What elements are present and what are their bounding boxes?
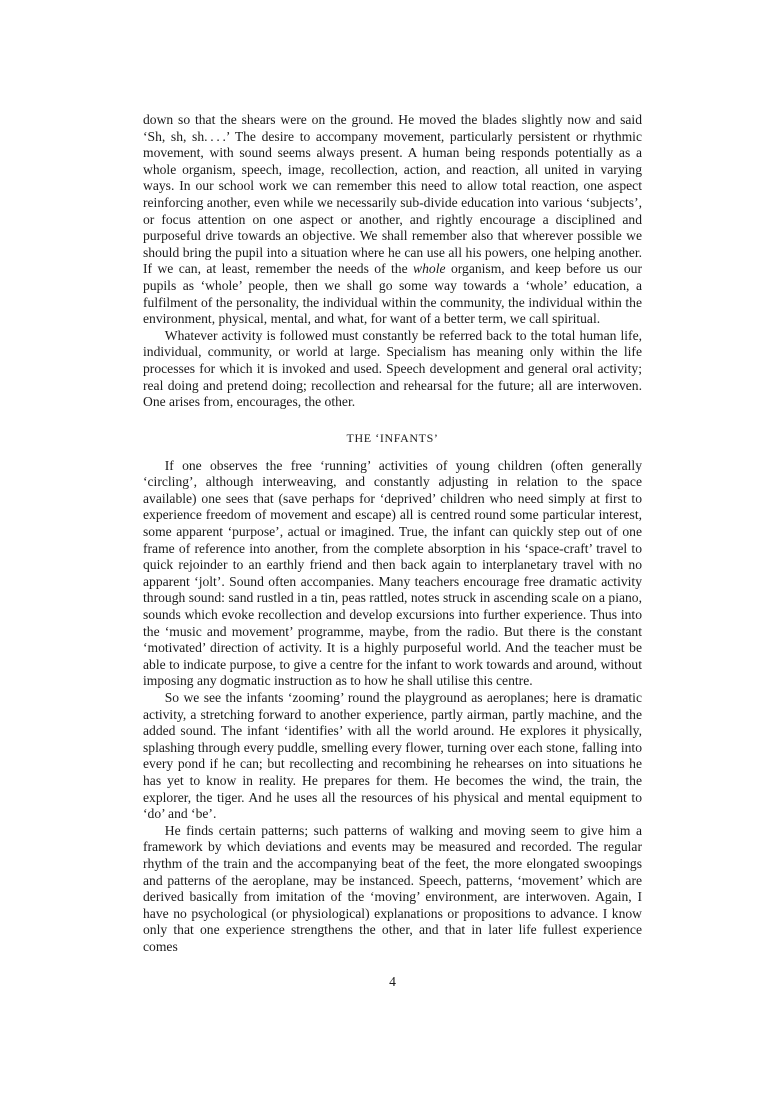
text-block	[143, 112, 642, 990]
paragraph-continuation	[143, 112, 642, 328]
section-heading: THE ‘INFANTS’	[346, 430, 439, 445]
paragraph: Whatever activity is followed must constantly be referred back to the total human life, individual, community, or world at large. Specialism has meaning only within the life processes for which it is invoked and used. Speech development and general oral activity; real doing and pretend doing; recollection and rehearsal for the future; all are interwoven. One arises from, encourages, the other.	[143, 327, 642, 410]
paragraph: So we see the infants ‘zooming’ round the playground as aeroplanes; here is dramatic activity, a stretching forward to another experience, partly airman, partly machine, and the added sound. The infant ‘identifies’ with all the world around. He explores it physically, splashing through every puddle, smelling every flower, turning over each stone, falling into every pond if he can; but recollecting and recombining he rehearses on into situations he has yet to know in reality. He prepares for them. He becomes the wind, the train, the explorer, the tiger. And he uses all the resources of his physical and mental equipment to ‘do’ and ‘be’.	[143, 690, 642, 822]
page-number: 4	[389, 973, 396, 989]
paragraph-text: organism, and keep before us our pupils as ‘whole’ people, then we shall go some way towards a ‘whole’ education, a fulfilment of the personality, the individual within the community, the individual within the environment, physical, mental, and what, for want of a better term, we call spiritual.	[143, 261, 642, 327]
paragraph: If one observes the free ‘running’ activities of young children (often generally ‘circling’, although interweaving, and constantly adjusting in relation to the space available) one sees that (save perhaps for ‘deprived’ children who need simply at first to experience freedom of movement and escape) all is centred round some particular interest, some apparent ‘purpose’, actual or imagined. True, the infant can quickly step out of one frame of reference into another, from the complete absorption in his ‘space-craft’ travel to quick rejoinder to an earthly friend and then back again to interplanetary travel with no apparent ‘jolt’. Sound often accompanies. Many teachers encourage free dramatic activity through sound: sand rustled in a tin, peas rattled, notes struck in ascending scale on a piano, sounds which evoke recollection and develop excursions into further experience. Thus into the ‘music and movement’ programme, maybe, from the radio. But there is the constant ‘motivated’ direction of activity. It is a highly purposeful world. And the teacher must be able to indicate purpose, to give a centre for the infant to work towards and around, without imposing any dogmatic instruction as to how he shall utilise this centre.	[143, 457, 642, 689]
italic-word: whole	[413, 261, 446, 277]
paragraph: He finds certain patterns; such patterns of walking and moving seem to give him a framework by which deviations and events may be measured and recorded. The regular rhythm of the train and the accompanying beat of the feet, the more elongated swoopings and patterns of the aeroplane, may be instanced. Speech, patterns, ‘movement’ which are derived basically from imitation of the ‘moving’ environment, are interwoven. Again, I have no psychological (or physiological) explanations or propositions to advance. I know only that one experience strengthens the other, and that in later life fullest experience comes	[143, 822, 642, 954]
paragraph-text: down so that the shears were on the ground. He moved the blades slightly now and said ‘Sh, sh, sh. . . .’ The desire to accompany movement, particularly persistent or rhythmic movement, with sound seems always present. A human being responds potentially as a whole organism, speech, image, recollection, action, and reaction, all united in varying ways. In our school work we can remember this need to allow total reaction, one aspect reinforcing another, even while we necessarily sub-divide education into various ‘subjects’, or focus attention on one aspect or another, and rightly encourage a disciplined and purposeful drive towards an objective. We shall remember also that wherever possible we should bring the pupil into a situation where he can use all his powers, one helping another. If we can, at least, remember the needs of the	[143, 112, 642, 277]
